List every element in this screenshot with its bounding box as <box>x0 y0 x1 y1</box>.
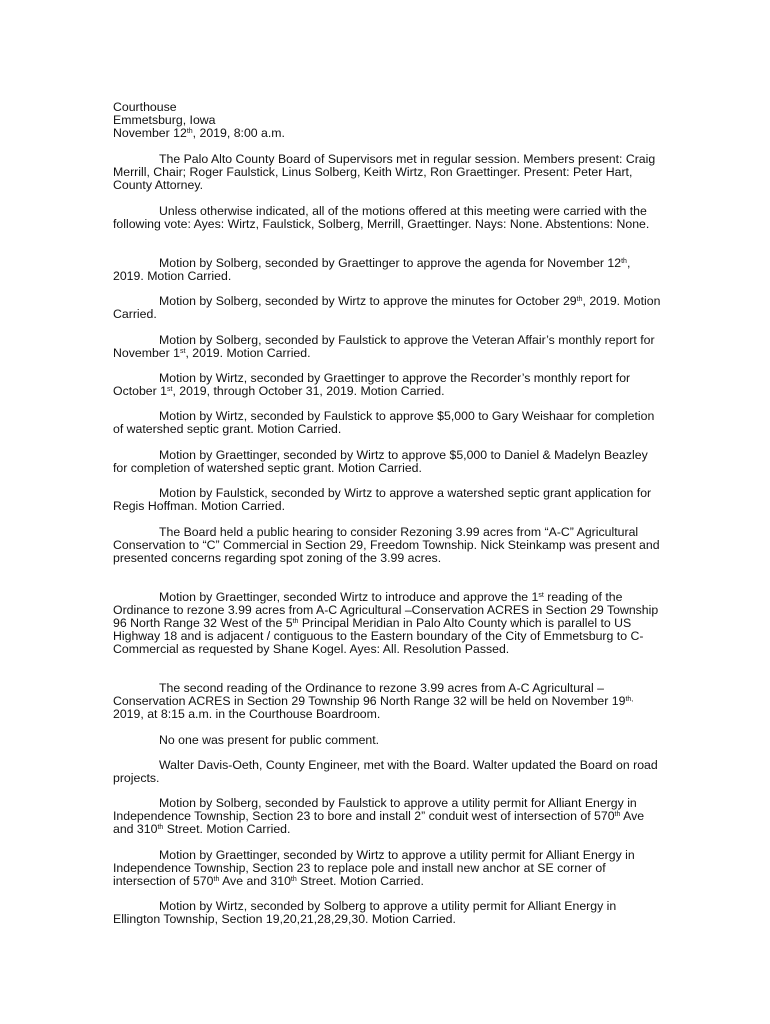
minutes-paragraph: The second reading of the Ordinance to rezone 3.99 acres from A-C Agricultural –Conservation ACRES in Section 29 Township 96 North Range 32 will be held on November $19^{th,}$ 2019, at 8:15 a.m. in the Courthouse Boardroom. <box>113 681 634 721</box>
heading-date: November 12th, 2019, 8:00 a.m. <box>113 126 285 140</box>
heading-city: Emmetsburg, Iowa <box>113 113 216 127</box>
minutes-paragraph: Motion by Graettinger, seconded Wirtz to introduce and approve the 1st reading of the Ordinance to rezone 3.99 acres from A-C Agricultural –Conservation ACRES in Section 29 Township 96 North Range 32 West of the 5th Principal Meridian in Palo Alto County which is parallel to US Highway 18 and is adjacent / contiguous to the Eastern boundary of the City of Emmetsburg to C-Commercial as requested by Shane Kogel. Ayes: All. Resolution Passed. <box>113 590 659 656</box>
minutes-paragraph: Motion by Wirtz, seconded by Faulstick to approve $5,000 to Gary Weishaar for completion of watershed septic grant. Motion Carried. <box>113 409 655 436</box>
minutes-paragraph: The Board held a public hearing to consider Rezoning 3.99 acres from “A-C” Agricultural Conservation to “C” Commercial in Section 29, Freedom Township. Nick Steinkamp was present and presented concerns regarding spot zoning of the 3.99 acres. <box>113 525 660 565</box>
minutes-paragraph: Motion by Wirtz, seconded by Graettinger to approve the Recorder’s monthly report for October 1st, 2019, through October 31, 2019. Motion Carried. <box>113 371 631 398</box>
heading-place: Courthouse <box>113 100 177 114</box>
minutes-paragraph: Motion by Graettinger, seconded by Wirtz to approve $5,000 to Daniel & Madelyn Beazley for completion of watershed septic grant. Motion Carried. <box>113 448 648 475</box>
document-heading <box>113 101 673 140</box>
minutes-paragraph: Walter Davis-Oeth, County Engineer, met with the Board. Walter updated the Board on road projects. <box>113 758 658 785</box>
minutes-paragraph: Motion by Graettinger, seconded by Wirtz to approve a utility permit for Alliant Energy in Independence Township, Section 23 to replace pole and install new anchor at SE corner of intersection of 570th Ave and 310th Street. Motion Carried. <box>113 848 635 888</box>
minutes-paragraph: Unless otherwise indicated, all of the motions offered at this meeting were carried with the following vote: Ayes: Wirtz, Faulstick, Solberg, Merrill, Graettinger. Nays: None. Abstentions: None. <box>113 204 650 231</box>
minutes-paragraph: Motion by Solberg, seconded by Graettinger to approve the agenda for November 12th, 2019. Motion Carried. <box>113 256 631 283</box>
minutes-paragraph: Motion by Wirtz, seconded by Solberg to approve a utility permit for Alliant Energy in Ellington Township, Section 19,20,21,28,29,30. Motion Carried. <box>113 899 617 926</box>
minutes-paragraph: No one was present for public comment. <box>159 733 380 747</box>
minutes-paragraph: The Palo Alto County Board of Supervisors met in regular session. Members present: Craig Merrill, Chair; Roger Faulstick, Linus Solberg, Keith Wirtz, Ron Graettinger. Present: Peter Hart, County Attorney. <box>113 152 656 192</box>
minutes-paragraph: Motion by Solberg, seconded by Wirtz to approve the minutes for October 29th, 2019. Motion Carried. <box>113 294 661 321</box>
minutes-paragraph: Motion by Solberg, seconded by Faulstick to approve a utility permit for Alliant Energy in Independence Township, Section 23 to bore and install 2” conduit west of intersection of 570th Ave and 310th Street. Motion Carried. <box>113 796 645 836</box>
minutes-paragraph: Motion by Faulstick, seconded by Wirtz to approve a watershed septic grant application for Regis Hoffman. Motion Carried. <box>113 486 652 513</box>
minutes-paragraph: Motion by Solberg, seconded by Faulstick to approve the Veteran Affair’s monthly report for November 1st, 2019. Motion Carried. <box>113 333 655 360</box>
